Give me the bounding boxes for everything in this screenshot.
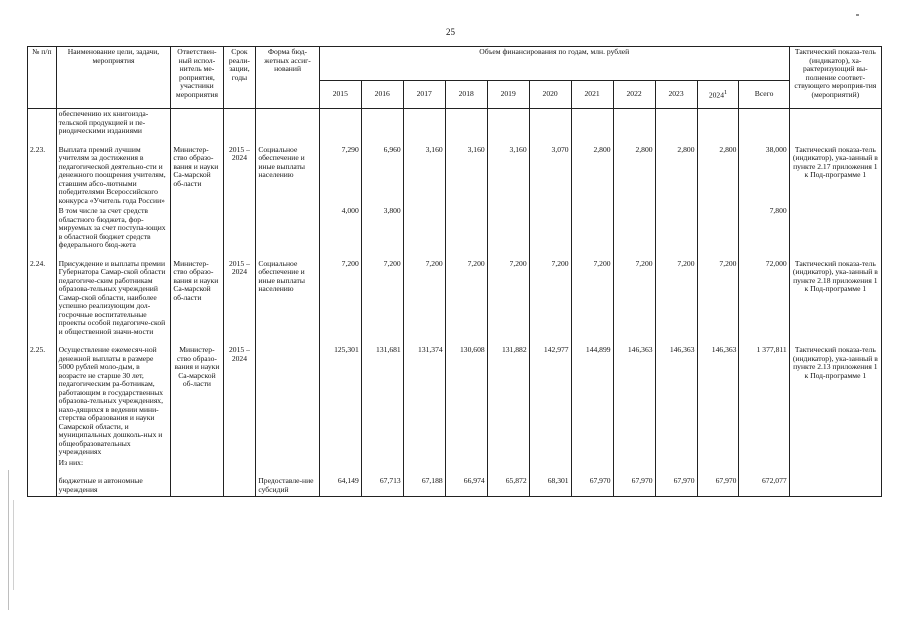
footnote-marker: 1: [724, 88, 728, 96]
row-responsible: Министер-ство образо-вания и науки Са-марской об-ласти: [171, 259, 223, 338]
value-2017: 67,188: [403, 476, 445, 497]
value-2017: [403, 206, 445, 251]
row-responsible: Министер-ство образо-вания и науки Са-марской об-ласти: [171, 345, 223, 458]
row-term: 2015 – 2024: [223, 345, 256, 458]
row-form: Социальное обеспечение и иные выплаты населению: [256, 259, 319, 338]
header-indicator: Тактический показа-тель (индикатор), ха-рактеризующий вы-полнение соответ-ствующего мероприя-тия (мероприятий): [789, 47, 881, 109]
header-num: № п/п: [28, 47, 57, 109]
value-2015: 125,301: [319, 345, 361, 458]
value-2015: 64,149: [319, 476, 361, 497]
table-row-continuation: [28, 109, 882, 137]
table-row-2-25: [28, 345, 882, 458]
row-name: Из них:: [56, 458, 171, 469]
value-2018: [445, 206, 487, 251]
row-name: бюджетные и автономные учреждения: [56, 476, 171, 497]
value-2024: [697, 206, 739, 251]
value-2019: 3,160: [487, 145, 529, 207]
value-2024: 7,200: [697, 259, 739, 338]
header-responsible: Ответствен-ный испол-нитель ме-роприятия, участники мероприятия: [171, 47, 223, 109]
value-2021: 7,200: [571, 259, 613, 338]
row-name: В том числе за счет средств областного бюджета, фор-мируемых за счет поступа-ющих в областной бюджет средств федерального бюд-жета: [56, 206, 171, 251]
value-2020: [529, 206, 571, 251]
scan-artifact: [856, 14, 859, 16]
value-2023: 146,363: [655, 345, 697, 458]
value-2024: 146,363: [697, 345, 739, 458]
header-year-2017: 2017: [403, 81, 445, 109]
table-row-of-which: [28, 458, 882, 469]
row-term: 2015 – 2024: [223, 259, 256, 338]
value-2024: 67,970: [697, 476, 739, 497]
value-2020: 3,070: [529, 145, 571, 207]
page-number: 25: [446, 27, 455, 37]
row-name: обеспечению их книгоизда-тельской продукцией и пе-риодическими изданиями: [56, 109, 171, 137]
table-row-2-23: [28, 145, 882, 207]
value-2023: [655, 206, 697, 251]
value-2015: 7,200: [319, 259, 361, 338]
header-year-2018: 2018: [445, 81, 487, 109]
header-term: Срок реали-зации, годы: [223, 47, 256, 109]
row-name: Выплата премий лучшим учителям за достижения в педагогической деятельно-сти и денежного поощрения учителям, ставшим абсо-лютными победителями Всероссийского конкурса «Учитель года России»: [56, 145, 171, 207]
scan-artifact: [8, 470, 9, 610]
row-indicator: Тактический показа-тель (индикатор), ука-занный в пункте 2.17 приложения 1 к Под-программе 1: [789, 145, 881, 207]
row-indicator: Тактический показа-тель (индикатор), ука-занный в пункте 2.13 приложения 1 к Под-программе 1: [789, 345, 881, 458]
value-total: 7,800: [739, 206, 789, 251]
row-name: Осуществление ежемесяч-ной денежной выплаты в размере 5000 рублей моло-дым, в возрасте не старше 30 лет, педагогическим ра-ботникам, работающим в государственных образова-тельных учреждениях, нахо-дящихся в ведении мини-стерства образования и науки Самарской области, и муниципальных дошколь-ных и общеобразовательных учреждениях: [56, 345, 171, 458]
value-total: 672,077: [739, 476, 789, 497]
row-number: 2.23.: [28, 145, 57, 207]
value-2021: [571, 206, 613, 251]
header-year-2023: 2023: [655, 81, 697, 109]
row-form: Предоставле-ние субсидий: [256, 476, 319, 497]
value-2019: 131,882: [487, 345, 529, 458]
value-2016: 6,960: [361, 145, 403, 207]
header-year-2019: 2019: [487, 81, 529, 109]
header-finance: Объем финансирования по годам, млн. рублей: [319, 47, 789, 81]
value-2018: 3,160: [445, 145, 487, 207]
value-2019: 65,872: [487, 476, 529, 497]
value-2021: 2,800: [571, 145, 613, 207]
value-2022: 7,200: [613, 259, 655, 338]
value-2023: 7,200: [655, 259, 697, 338]
row-form: [256, 345, 319, 458]
scan-artifact: [13, 500, 14, 590]
header-year-2024: 2024$^1$: [697, 81, 739, 109]
value-2017: 131,374: [403, 345, 445, 458]
value-2017: 3,160: [403, 145, 445, 207]
value-2019: [487, 206, 529, 251]
value-2020: 7,200: [529, 259, 571, 338]
value-2021: 67,970: [571, 476, 613, 497]
header-year-2015: 2015: [319, 81, 361, 109]
row-form: Социальное обеспечение и иные выплаты населению: [256, 145, 319, 207]
header-form: Форма бюд-жетных ассиг-нований: [256, 47, 319, 109]
value-2020: 142,977: [529, 345, 571, 458]
value-2018: 7,200: [445, 259, 487, 338]
value-total: 72,000: [739, 259, 789, 338]
value-2018: 66,974: [445, 476, 487, 497]
header-year-2016: 2016: [361, 81, 403, 109]
value-2023: 67,970: [655, 476, 697, 497]
value-2022: 2,800: [613, 145, 655, 207]
value-2017: 7,200: [403, 259, 445, 338]
table-row-budget-institutions: [28, 476, 882, 497]
table-row-2-24: [28, 259, 882, 338]
row-term: 2015 – 2024: [223, 145, 256, 207]
value-2015: 4,000: [319, 206, 361, 251]
value-2021: 144,899: [571, 345, 613, 458]
value-2015: 7,290: [319, 145, 361, 207]
row-responsible: Министер-ство образо-вания и науки Са-марской об-ласти: [171, 145, 223, 207]
value-2020: 68,301: [529, 476, 571, 497]
value-2018: 130,608: [445, 345, 487, 458]
value-2023: 2,800: [655, 145, 697, 207]
value-2016: 67,713: [361, 476, 403, 497]
value-2022: 146,363: [613, 345, 655, 458]
value-2016: 7,200: [361, 259, 403, 338]
value-total: 1 377,811: [739, 345, 789, 458]
header-year-2021: 2021: [571, 81, 613, 109]
row-name: Присуждение и выплаты премии Губернатора Самар-ской области педагогиче-ским работникам образова-тельных учреждений Самар-ской области, наиболее успешно реализующим дол-госрочные воспитательные проекты особой педагогиче-ской и общественной значи-мости: [56, 259, 171, 338]
financing-table: [27, 46, 882, 497]
header-total: Всего: [739, 81, 789, 109]
value-2016: 3,800: [361, 206, 403, 251]
row-indicator: Тактический показа-тель (индикатор), ука-занный в пункте 2.18 приложения 1 к Под-программе 1: [789, 259, 881, 338]
value-2019: 7,200: [487, 259, 529, 338]
header-name: Наименование цели, задачи, мероприятия: [56, 47, 171, 109]
header-year-2022: 2022: [613, 81, 655, 109]
value-2024: 2,800: [697, 145, 739, 207]
value-2022: [613, 206, 655, 251]
value-2022: 67,970: [613, 476, 655, 497]
value-total: 38,000: [739, 145, 789, 207]
value-2016: 131,681: [361, 345, 403, 458]
row-number: 2.24.: [28, 259, 57, 338]
header-year-2020: 2020: [529, 81, 571, 109]
row-number: 2.25.: [28, 345, 57, 458]
table-row-2-23-sub: [28, 206, 882, 251]
